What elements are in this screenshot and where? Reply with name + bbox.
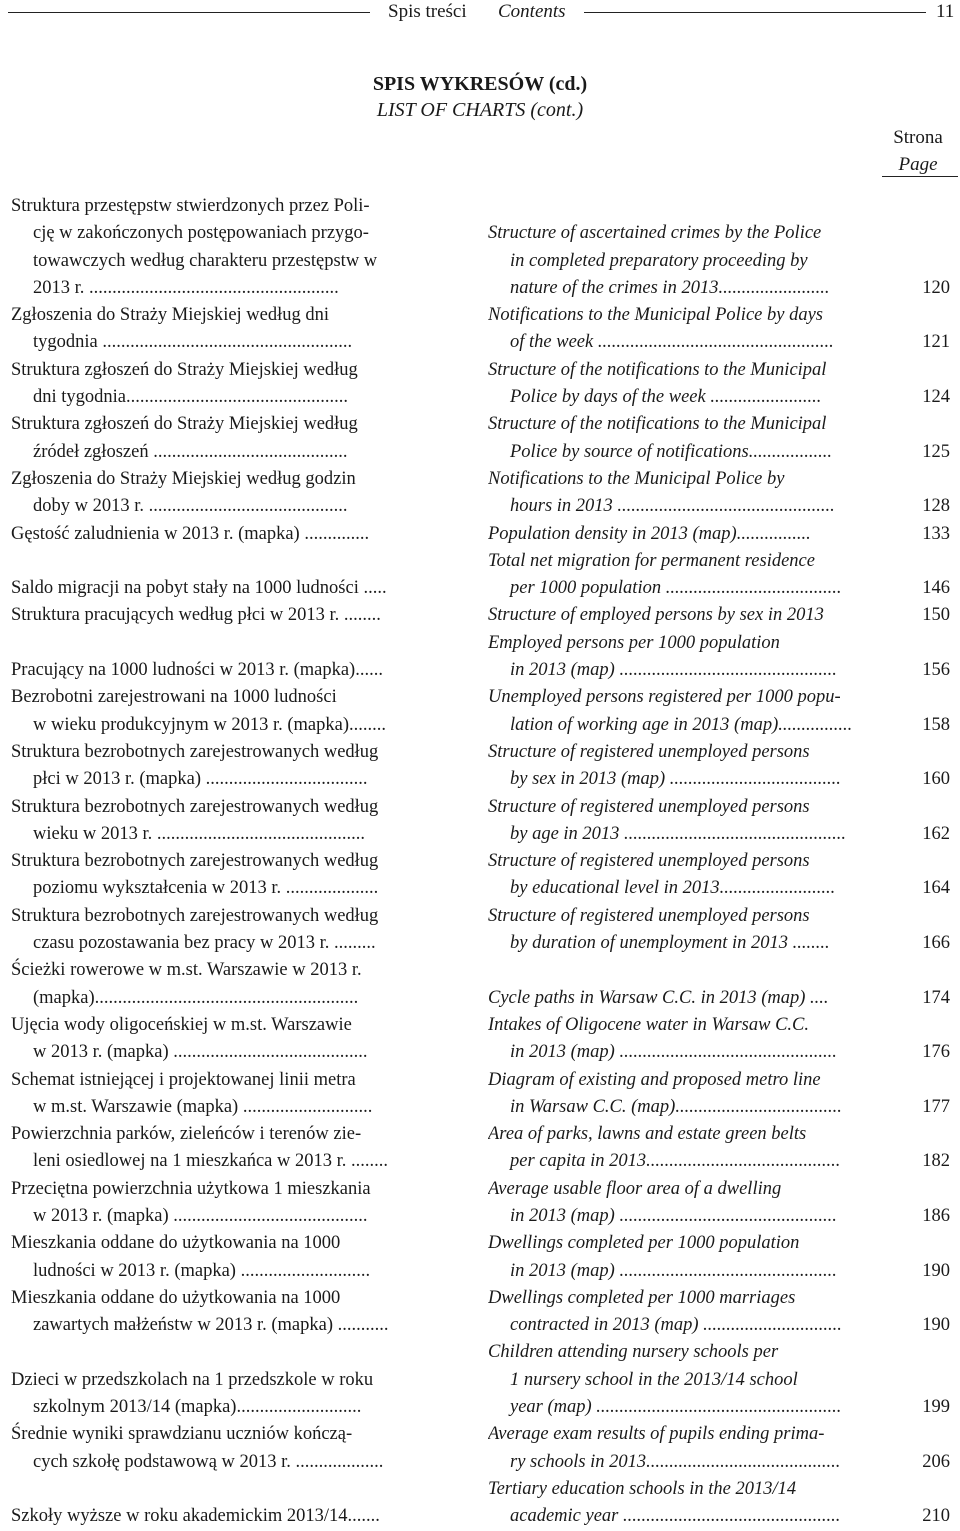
toc-entry-line-en: Notifications to the Municipal Police by days: [488, 305, 823, 326]
toc-entry[interactable]: [0, 1121, 960, 1176]
toc-entry-title-pl: [11, 848, 437, 903]
toc-entry[interactable]: [0, 357, 960, 412]
toc-entry-line-pl: [11, 548, 437, 575]
toc-entry-line-en: by educational level in 2013.........................: [510, 878, 836, 899]
toc-entry-line-pl: poziomu wykształcenia w 2013 r. ....................: [33, 878, 379, 899]
toc-entry-line-pl: płci w 2013 r. (mapka) ...................................: [33, 769, 368, 790]
toc-entry-title-en: [488, 302, 882, 357]
toc-entry-title-en: [488, 957, 882, 1012]
toc-entry-line-pl: Struktura zgłoszeń do Straży Miejskiej według: [11, 414, 358, 435]
toc-entry-line-pl: Struktura pracujących według płci w 2013 r. ........: [11, 605, 381, 626]
toc-entry-line-en: Total net migration for permanent residence: [488, 550, 815, 571]
toc-entry-line-pl: Przeciętna powierzchnia użytkowa 1 mieszkania: [11, 1178, 371, 1199]
toc-entry-line-en: Police by source of notifications..................: [510, 441, 832, 462]
toc-entry-title-en: [488, 630, 882, 685]
toc-entry-line-en: Population density in 2013 (map)................: [488, 523, 811, 544]
toc-entry-line-pl: Struktura bezrobotnych zarejestrowanych według: [11, 741, 379, 762]
toc-entry-line-en: by age in 2013 ................................................: [510, 823, 847, 844]
toc-entry[interactable]: [0, 548, 960, 603]
toc-entry-line-pl: Średnie wyniki sprawdzianu uczniów kończą-: [11, 1424, 353, 1445]
toc-entry-title-pl: [11, 1285, 437, 1340]
toc-entry-line-en: Employed persons per 1000 population: [488, 632, 780, 653]
toc-entry[interactable]: [0, 1421, 960, 1476]
toc-entry-title-pl: [11, 739, 437, 794]
toc-entry-page: 158: [922, 714, 950, 735]
page-title-pl: SPIS WYKRESÓW (cd.): [372, 73, 588, 95]
toc-entry-line-pl: w m.st. Warszawie (mapka) ............................: [33, 1096, 373, 1117]
toc-entry-title-pl: [11, 521, 437, 548]
toc-entry-title-en: [488, 1067, 882, 1122]
toc-entry-page: 156: [922, 660, 950, 681]
toc-entry-page: 128: [922, 496, 950, 517]
page-column-header-en: Page: [898, 154, 938, 175]
toc-entry[interactable]: [0, 957, 960, 1012]
toc-entry-line-en: by sex in 2013 (map) .....................................: [510, 769, 841, 790]
header-rule-right: [584, 12, 926, 13]
toc-entry-page: 199: [922, 1397, 950, 1418]
toc-entry-line-pl: ludności w 2013 r. (mapka) ............................: [33, 1260, 371, 1281]
toc-entry-line-en: ry schools in 2013..........................................: [510, 1451, 841, 1472]
toc-entry-line-pl: towawczych według charakteru przestępstw w: [33, 250, 378, 271]
page-title-en: LIST OF CHARTS (cont.): [376, 99, 584, 121]
toc-entry-line-pl: doby w 2013 r. ...........................................: [33, 496, 348, 517]
toc-entry[interactable]: [0, 411, 960, 466]
toc-entry-page: 125: [922, 441, 950, 462]
header-page-number: 11: [936, 1, 955, 22]
toc-entry-title-pl: [11, 602, 437, 629]
toc-entry-title-en: [488, 739, 882, 794]
toc-entry-line-en: lation of working age in 2013 (map)................: [510, 714, 853, 735]
toc-entry-line-pl: zawartych małżeństw w 2013 r. (mapka) ...........: [33, 1315, 389, 1336]
toc-entry[interactable]: [0, 302, 960, 357]
toc-entry-line-en: Average exam results of pupils ending prima-: [488, 1424, 825, 1445]
toc-entry-line-pl: w 2013 r. (mapka) ..........................................: [33, 1042, 368, 1063]
toc-entry-title-en: [488, 411, 882, 466]
running-header: [0, 0, 960, 24]
toc-entry-line-en: Structure of registered unemployed persons: [488, 905, 810, 926]
toc-entry-page: 186: [922, 1205, 950, 1226]
toc-entry-page: 146: [922, 578, 950, 599]
toc-entry-line-en: Area of parks, lawns and estate green belts: [488, 1124, 807, 1145]
toc-entry-line-en: Structure of registered unemployed persons: [488, 851, 810, 872]
toc-entry-line-en: Structure of registered unemployed persons: [488, 741, 810, 762]
toc-entry-title-en: [488, 357, 882, 412]
toc-entry[interactable]: [0, 1285, 960, 1340]
toc-entry-line-en: Police by days of the week ........................: [510, 387, 822, 408]
toc-entry-line-en: per capita in 2013..........................................: [510, 1151, 841, 1172]
toc-entry-page: 121: [922, 332, 950, 353]
toc-entry-title-pl: [11, 957, 437, 1012]
toc-entry-line-en: in 2013 (map) ...............................................: [510, 660, 837, 681]
toc-entry-page: 176: [922, 1042, 950, 1063]
toc-entry-line-pl: [11, 630, 437, 657]
page-title: [0, 71, 960, 123]
page-column-header: [880, 124, 956, 178]
toc-entry-line-en: Dwellings completed per 1000 marriages: [488, 1287, 796, 1308]
toc-entry-title-en: [488, 193, 882, 302]
toc-entry-line-pl: Struktura bezrobotnych zarejestrowanych według: [11, 851, 379, 872]
toc-entry-title-pl: [11, 684, 437, 739]
toc-entry-title-pl: [11, 1067, 437, 1122]
toc-entry-title-pl: [11, 630, 437, 685]
toc-entry-line-pl: (mapka).........................................................: [33, 987, 359, 1008]
toc-entry-title-pl: [11, 1476, 437, 1531]
toc-entry-line-en: Structure of employed persons by sex in 2013: [488, 605, 824, 626]
toc-entry-line-en: contracted in 2013 (map) ..............................: [510, 1315, 842, 1336]
toc-entry-line-pl: Mieszkania oddane do użytkowania na 1000: [11, 1233, 341, 1254]
toc-entry-title-pl: [11, 411, 437, 466]
toc-entry-title-en: [488, 1285, 882, 1340]
toc-entry-title-pl: [11, 466, 437, 521]
toc-entry-title-en: [488, 1121, 882, 1176]
toc-entry[interactable]: [0, 903, 960, 958]
toc-entry-line-pl: leni osiedlowej na 1 mieszkańca w 2013 r. ........: [33, 1151, 389, 1172]
toc-entry-line-en: Intakes of Oligocene water in Warsaw C.C.: [488, 1014, 809, 1035]
toc-entry[interactable]: [0, 521, 960, 548]
toc-entry-line-pl: cję w zakończonych postępowaniach przygo-: [33, 223, 369, 244]
toc-entry[interactable]: [0, 794, 960, 849]
toc-entry[interactable]: [0, 739, 960, 794]
toc-entry-line-en: in Warsaw C.C. (map)....................................: [510, 1096, 842, 1117]
toc-entry-title-en: [488, 684, 882, 739]
toc-entry-page: 166: [922, 933, 950, 954]
toc-entry-title-en: [488, 521, 882, 548]
toc-entry-line-en: Unemployed persons registered per 1000 popu-: [488, 687, 841, 708]
toc-entry[interactable]: [0, 1339, 960, 1421]
toc-entry-line-en: Dwellings completed per 1000 population: [488, 1233, 800, 1254]
toc-entry-line-pl: Struktura zgłoszeń do Straży Miejskiej według: [11, 359, 358, 380]
toc-entry-line-pl: Dzieci w przedszkolach na 1 przedszkole w roku: [11, 1369, 374, 1390]
toc-entry-title-en: [488, 1230, 882, 1285]
toc-entry-line-pl: Schemat istniejącej i projektowanej linii metra: [11, 1069, 356, 1090]
toc-entry-line-en: per 1000 population ......................................: [510, 578, 842, 599]
toc-entry[interactable]: [0, 684, 960, 739]
toc-entry[interactable]: [0, 466, 960, 521]
toc-entry-line-en: of the week ...................................................: [510, 332, 834, 353]
toc-entry-title-pl: [11, 1176, 437, 1231]
toc-entry[interactable]: [0, 1176, 960, 1231]
toc-entry-line-pl: Pracujący na 1000 ludności w 2013 r. (mapka)......: [11, 660, 383, 681]
toc-entry-title-en: [488, 794, 882, 849]
toc-entry-page: 164: [922, 878, 950, 899]
toc-entry-line-en: Structure of ascertained crimes by the Police: [488, 223, 822, 244]
toc-entry-title-en: [488, 602, 882, 629]
toc-entry-line-pl: cych szkołę podstawową w 2013 r. ...................: [33, 1451, 384, 1472]
toc-entry-page: 206: [922, 1451, 950, 1472]
toc-entry[interactable]: [0, 1230, 960, 1285]
toc-entry-line-pl: 2013 r. ......................................................: [33, 277, 339, 298]
header-rule-left: [8, 12, 370, 13]
toc-entry-page: 182: [922, 1151, 950, 1172]
toc-entry-line-pl: Mieszkania oddane do użytkowania na 1000: [11, 1287, 341, 1308]
toc-entry-line-en: hours in 2013 ...............................................: [510, 496, 835, 517]
toc-entry-line-en: Structure of registered unemployed persons: [488, 796, 810, 817]
header-title-pl: Spis treści: [388, 1, 467, 22]
toc-entry-title-en: [488, 548, 882, 603]
toc-entry[interactable]: [0, 1476, 960, 1531]
toc-entry-line-pl: w 2013 r. (mapka) ..........................................: [33, 1205, 368, 1226]
toc-entry-line-en: in 2013 (map) ...............................................: [510, 1042, 837, 1063]
toc-entry-line-pl: w wieku produkcyjnym w 2013 r. (mapka)........: [33, 714, 386, 735]
toc-entry-page: 160: [922, 769, 950, 790]
toc-entry-line-pl: czasu pozostawania bez pracy w 2013 r. .........: [33, 933, 376, 954]
toc-entry-line-pl: Bezrobotni zarejestrowani na 1000 ludności: [11, 687, 337, 708]
toc-entry-line-en: Cycle paths in Warsaw C.C. in 2013 (map) ....: [488, 987, 829, 1008]
toc-entry[interactable]: [0, 193, 960, 302]
toc-entry-title-en: [488, 848, 882, 903]
toc-entry[interactable]: [0, 1067, 960, 1122]
toc-entry-line-pl: Zgłoszenia do Straży Miejskiej według godzin: [11, 468, 356, 489]
toc-entry-title-pl: [11, 548, 437, 603]
toc-entry-page: 177: [922, 1096, 950, 1117]
toc-entry-line-en: 1 nursery school in the 2013/14 school: [510, 1369, 798, 1390]
toc-entry-line-en: in completed preparatory proceeding by: [510, 250, 808, 271]
toc-entry-line-pl: Szkoły wyższe w roku akademickim 2013/14.......: [11, 1506, 380, 1527]
page-column-header-pl: Strona: [893, 127, 943, 148]
toc-entry-line-pl: Gęstość zaludnienia w 2013 r. (mapka) ..............: [11, 523, 370, 544]
toc-entry-title-pl: [11, 794, 437, 849]
toc-entry-title-pl: [11, 357, 437, 412]
toc-entry[interactable]: [0, 1012, 960, 1067]
toc-entry-line-en: academic year ...............................................: [510, 1506, 841, 1527]
toc-entry-page: 210: [922, 1506, 950, 1527]
toc-entry-line-pl: Ścieżki rowerowe w m.st. Warszawie w 2013 r.: [11, 960, 362, 981]
toc-entry-title-en: [488, 1176, 882, 1231]
toc-entry-line-en: by duration of unemployment in 2013 ........: [510, 933, 830, 954]
toc-entry[interactable]: [0, 602, 960, 629]
toc-entry-line-pl: Ujęcia wody oligoceńskiej w m.st. Warszawie: [11, 1014, 352, 1035]
toc-entry-line-pl: Powierzchnia parków, zieleńców i terenów zie-: [11, 1124, 362, 1145]
toc-entry-line-en: in 2013 (map) ...............................................: [510, 1205, 837, 1226]
toc-entry-line-pl: Struktura bezrobotnych zarejestrowanych według: [11, 905, 379, 926]
toc-entry-page: 174: [922, 987, 950, 1008]
toc-entry-page: 150: [922, 605, 950, 626]
toc-entry-line-pl: wieku w 2013 r. .............................................: [33, 823, 365, 844]
toc-entry-line-en: Average usable floor area of a dwelling: [488, 1178, 782, 1199]
toc-entry-page: 120: [922, 277, 950, 298]
toc-entry-title-en: [488, 903, 882, 958]
toc-entry-title-pl: [11, 1339, 437, 1421]
toc-entry-title-en: [488, 1476, 882, 1531]
toc-entry-title-pl: [11, 1421, 437, 1476]
toc-entry-page: 133: [922, 523, 950, 544]
toc-list: [0, 193, 960, 1531]
toc-entry-page: 162: [922, 823, 950, 844]
toc-entry[interactable]: [0, 848, 960, 903]
toc-entry-title-pl: [11, 1230, 437, 1285]
toc-entry-line-pl: Struktura przestępstw stwierdzonych przez Poli-: [11, 196, 370, 216]
toc-entry-page: 124: [922, 387, 950, 408]
toc-entry-line-en: Children attending nursery schools per: [488, 1342, 779, 1363]
toc-entry-title-en: [488, 1012, 882, 1067]
toc-entry-line-en: Structure of the notifications to the Municipal: [488, 359, 827, 380]
toc-entry-line-en: Notifications to the Municipal Police by: [488, 468, 785, 489]
toc-entry-line-en: Diagram of existing and proposed metro line: [488, 1069, 821, 1090]
page-column-rule: [882, 176, 958, 177]
toc-entry-line-en: Tertiary education schools in the 2013/14: [488, 1478, 797, 1499]
toc-entry-line-pl: Zgłoszenia do Straży Miejskiej według dni: [11, 305, 330, 326]
toc-entry-title-pl: [11, 302, 437, 357]
toc-entry-title-pl: [11, 1012, 437, 1067]
toc-entry-line-pl: [11, 1339, 437, 1366]
toc-entry-line-pl: Saldo migracji na pobyt stały na 1000 ludności .....: [11, 578, 387, 599]
toc-entry-line-pl: tygodnia ......................................................: [33, 332, 353, 353]
toc-entry-line-en: year (map) .....................................................: [510, 1397, 842, 1418]
toc-entry-title-en: [488, 466, 882, 521]
toc-entry-line-en: in 2013 (map) ...............................................: [510, 1260, 837, 1281]
toc-entry[interactable]: [0, 630, 960, 685]
toc-entry-line-en: Structure of the notifications to the Municipal: [488, 414, 827, 435]
toc-entry-line-pl: Struktura bezrobotnych zarejestrowanych według: [11, 796, 379, 817]
toc-entry-line-pl: źródeł zgłoszeń ..........................................: [33, 441, 348, 462]
toc-entry-title-en: [488, 1421, 882, 1476]
header-title-en: Contents: [498, 1, 566, 22]
toc-entry-title-pl: [11, 903, 437, 958]
toc-entry-page: 190: [922, 1260, 950, 1281]
toc-entry-page: 190: [922, 1315, 950, 1336]
toc-entry-title-en: [488, 1339, 882, 1421]
toc-entry-line-pl: dni tygodnia................................................: [33, 387, 349, 408]
toc-entry-title-pl: [11, 193, 437, 302]
toc-entry-title-pl: [11, 1121, 437, 1176]
toc-entry-line-pl: szkolnym 2013/14 (mapka)...........................: [33, 1397, 362, 1418]
toc-entry-line-en: nature of the crimes in 2013........................: [510, 277, 830, 298]
toc-entry-line-pl: [11, 1476, 437, 1503]
toc-entry-line-en: [488, 957, 882, 984]
toc-entry-line-en: [488, 193, 882, 220]
